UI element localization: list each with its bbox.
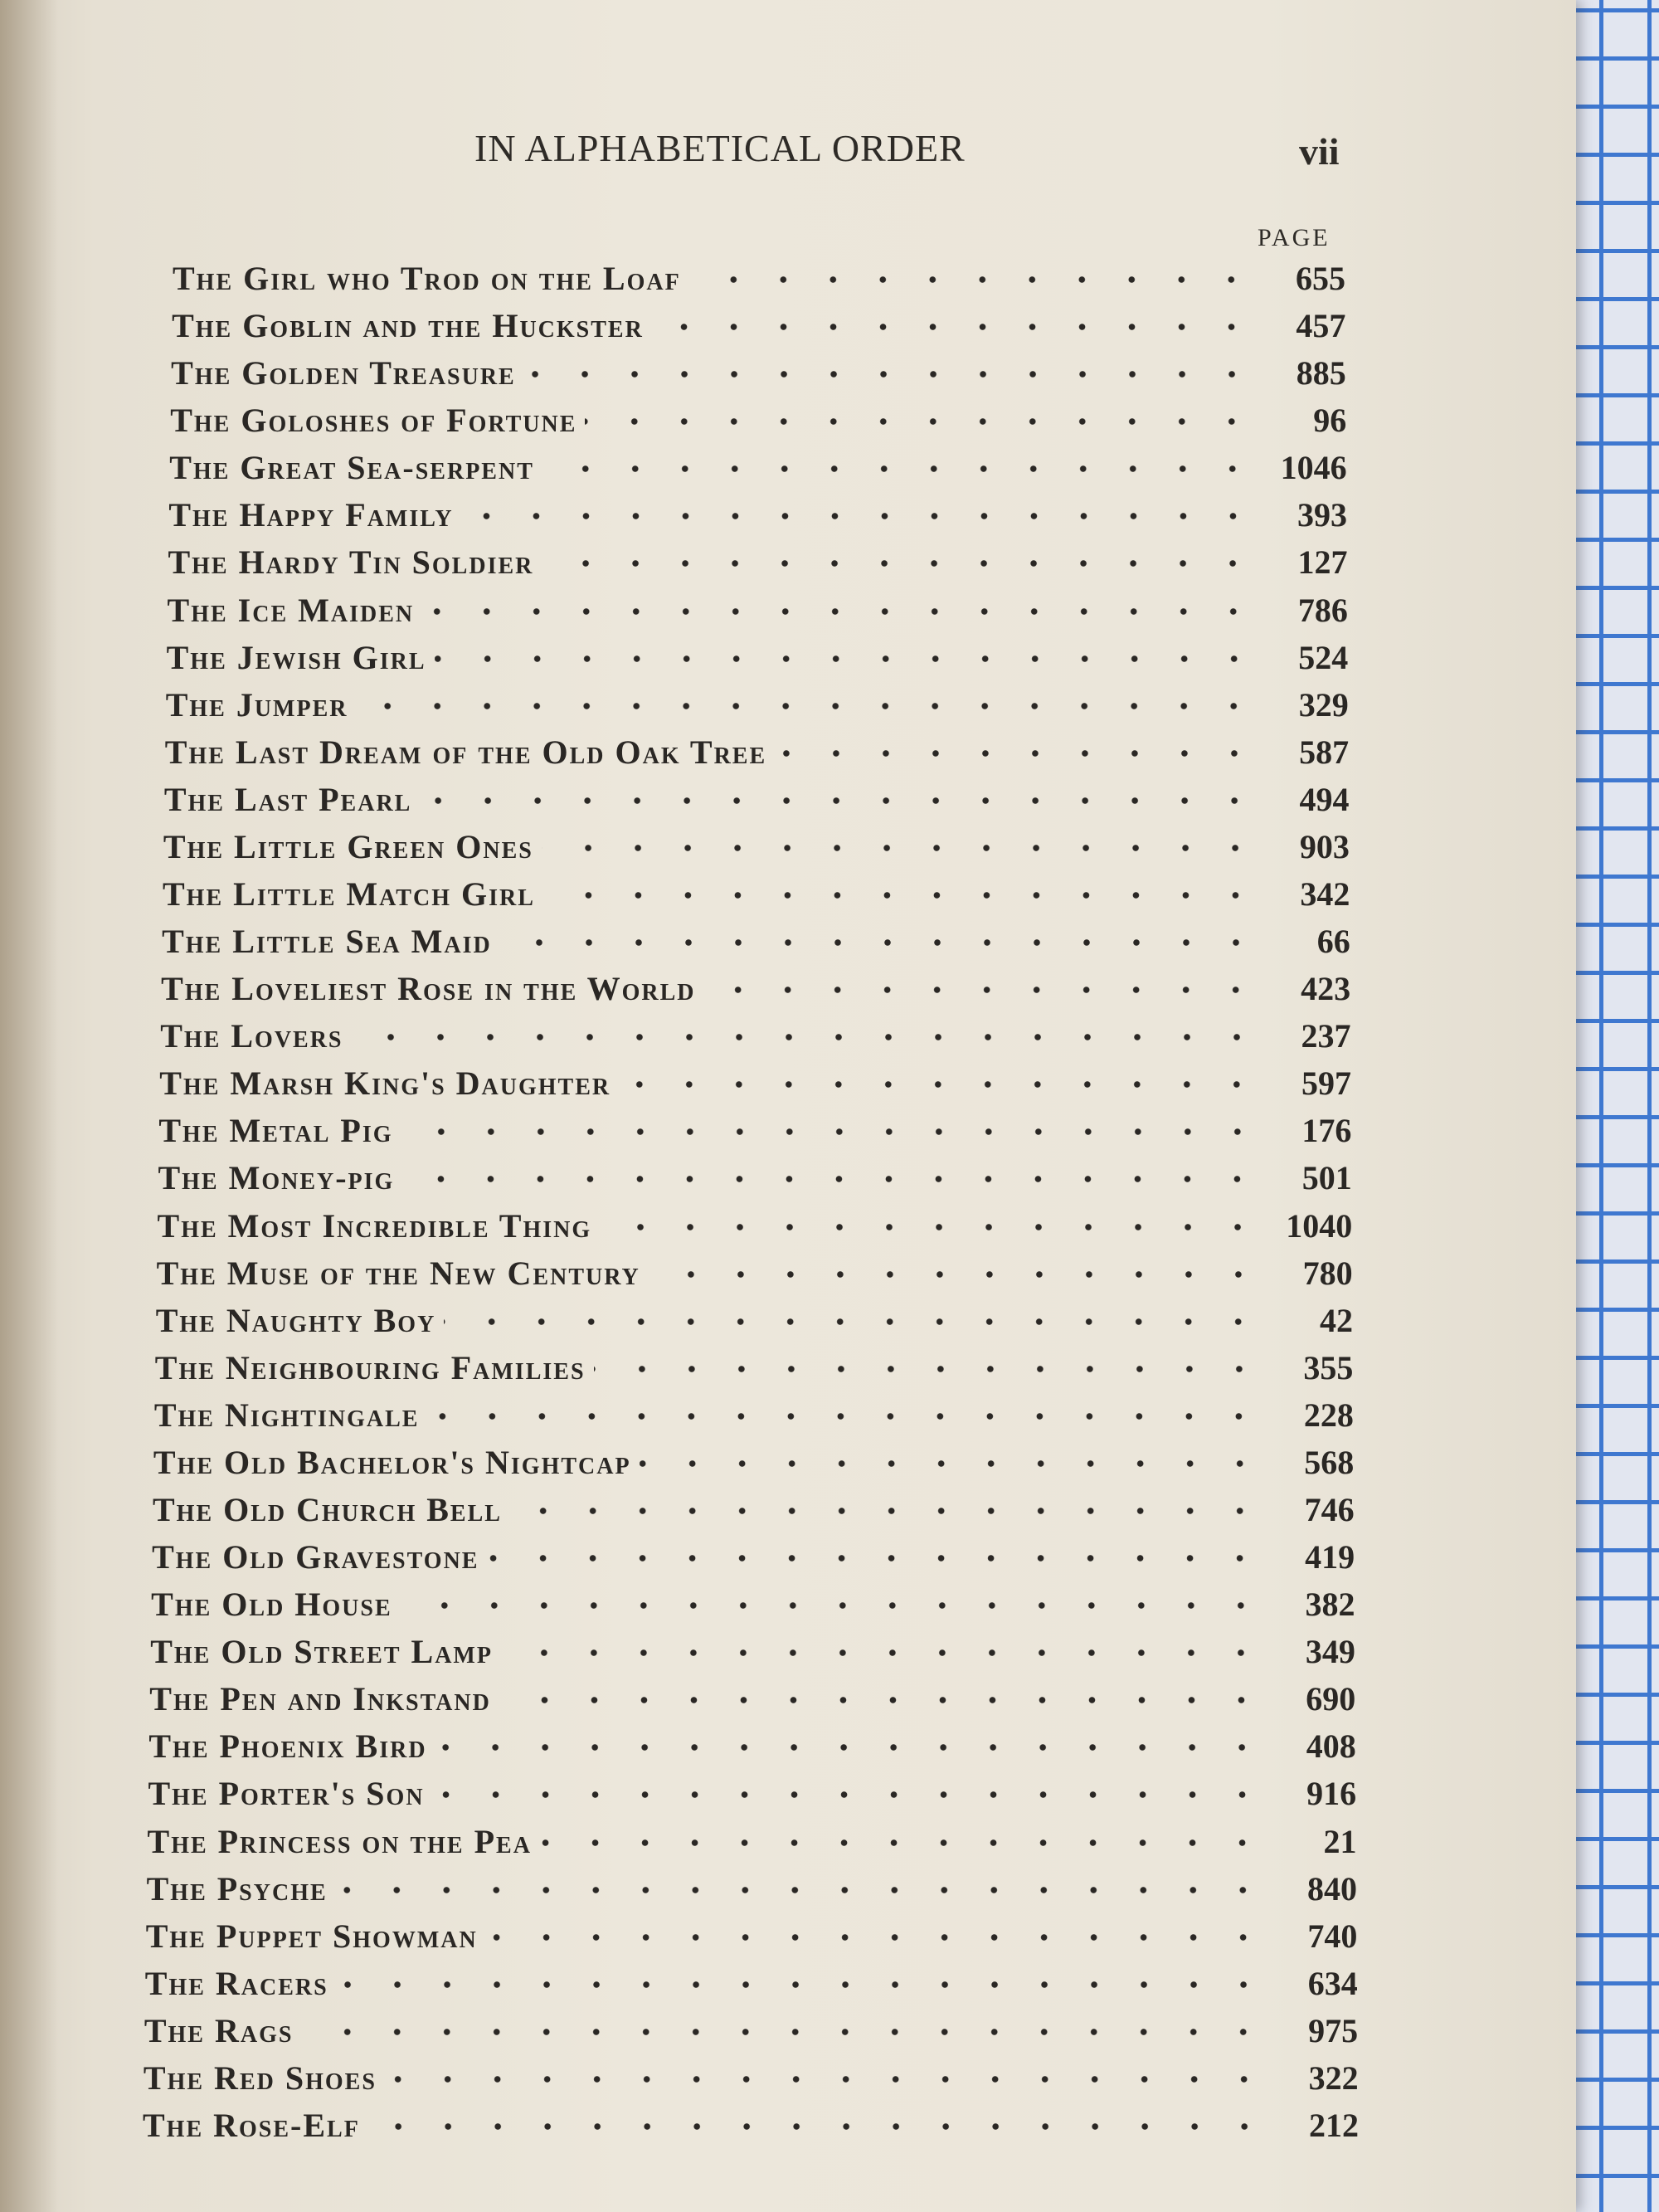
toc-entry-page: 42	[1320, 1301, 1354, 1339]
dot-leader	[499, 1694, 1266, 1706]
toc-entry-page: 212	[1309, 2107, 1359, 2144]
dot-leader	[336, 1884, 1267, 1896]
toc-entry-title: The Goloshes of Fortune	[170, 402, 577, 440]
toc-entry-title: The Marsh King's Daughter	[159, 1065, 611, 1103]
dot-leader	[422, 606, 1258, 617]
toc-entry-page: 494	[1299, 780, 1350, 818]
toc-entry-title: The Great Sea-serpent	[169, 449, 534, 487]
dot-leader	[356, 700, 1258, 712]
toc-entry-page: 21	[1323, 1822, 1357, 1860]
toc-entry-title: The Little Green Ones	[163, 827, 533, 865]
toc-entry-title: The Porter's Son	[148, 1775, 425, 1813]
toc-entry	[165, 733, 1349, 774]
toc-entry-title: The Goblin and the Huckster	[172, 307, 644, 345]
toc-entry-page: 457	[1296, 307, 1346, 345]
toc-entry-title: The Naughty Boy	[155, 1301, 436, 1339]
dot-leader	[401, 1600, 1266, 1611]
toc-entry-title: The Jewish Girl	[166, 638, 426, 676]
dot-leader	[619, 1079, 1262, 1090]
toc-entry-page: 587	[1299, 733, 1350, 771]
toc-entry	[171, 353, 1346, 395]
toc-entry-title: The Nightingale	[153, 1396, 420, 1434]
toc-entry	[146, 1917, 1358, 1958]
toc-entry-title: The Puppet Showman	[145, 1917, 478, 1955]
page-folio: vii	[1299, 130, 1340, 173]
toc-entry	[153, 1490, 1355, 1532]
toc-entry-title: The Old Bachelor's Nightcap	[153, 1443, 631, 1481]
toc-entry-page: 237	[1301, 1017, 1351, 1055]
toc-entry	[155, 1348, 1354, 1390]
toc-entry-title: The Lovers	[160, 1017, 343, 1055]
dot-leader	[501, 1647, 1266, 1659]
toc-entry-page: 1040	[1286, 1206, 1353, 1245]
dot-leader	[486, 1932, 1268, 1943]
toc-entry-page: 329	[1298, 685, 1349, 724]
toc-entry-title: The Old Church Bell	[153, 1491, 502, 1528]
dot-leader	[510, 1505, 1265, 1517]
toc-entry-page: 634	[1307, 1964, 1358, 2002]
dot-leader	[301, 2026, 1268, 2038]
toc-entry-title: The Girl who Trod on the Loaf	[173, 260, 681, 297]
toc-entry-title: The Phoenix Bird	[148, 1727, 427, 1766]
toc-entry	[172, 306, 1345, 348]
toc-entry-page: 342	[1300, 875, 1350, 913]
dot-leader	[487, 1552, 1265, 1564]
dot-leader	[420, 795, 1259, 806]
dot-leader	[435, 653, 1259, 665]
toc-entry	[151, 1585, 1355, 1626]
toc-entry	[153, 1443, 1354, 1484]
toc-entry-title: The Little Match Girl	[163, 875, 535, 913]
toc-entry	[158, 1158, 1351, 1200]
toc-entry-title: The Rags	[144, 2011, 294, 2049]
dot-leader	[435, 1742, 1267, 1753]
toc-entry-page: 382	[1305, 1586, 1355, 1624]
toc-entry	[156, 1301, 1353, 1342]
toc-entry	[170, 401, 1346, 442]
dot-leader	[540, 1837, 1267, 1849]
running-head: IN ALPHABETICAL ORDER	[474, 127, 966, 169]
toc-entry	[148, 1822, 1357, 1864]
toc-entry-page: 780	[1302, 1254, 1353, 1292]
toc-entry	[163, 875, 1350, 916]
toc-entry-page: 66	[1316, 923, 1350, 961]
toc-entry	[144, 2059, 1359, 2100]
toc-entry-page: 568	[1304, 1443, 1355, 1481]
toc-entry-page: 740	[1307, 1917, 1358, 1955]
toc-entry	[144, 2011, 1358, 2053]
dot-leader	[640, 1458, 1265, 1469]
toc-entry-title: The Neighbouring Families	[154, 1348, 586, 1386]
toc-entry	[158, 1111, 1351, 1152]
toc-entry	[148, 1774, 1356, 1815]
dot-leader	[542, 842, 1260, 854]
toc-entry-page: 96	[1313, 402, 1347, 440]
toc-entry	[162, 922, 1350, 963]
toc-entry	[164, 780, 1350, 821]
toc-entry-page: 176	[1301, 1112, 1352, 1150]
toc-entry-page: 423	[1301, 970, 1351, 1008]
toc-entry-page: 655	[1296, 260, 1345, 297]
toc-entry	[161, 969, 1350, 1011]
toc-entry	[150, 1632, 1355, 1674]
toc-entry	[154, 1396, 1354, 1437]
toc-entry-title: The Loveliest Rose in the World	[161, 970, 696, 1008]
toc-entry-title: The Last Dream of the Old Oak Tree	[164, 733, 767, 771]
toc-entry-title: The Jumper	[165, 685, 348, 724]
dot-leader	[703, 984, 1261, 996]
toc-entry-title: The Money-pig	[158, 1159, 395, 1197]
dot-leader	[352, 1031, 1262, 1043]
toc-entry-page: 903	[1299, 827, 1350, 865]
toc-entry-title: The Old Street Lamp	[150, 1633, 493, 1671]
dot-leader	[652, 321, 1257, 333]
toc-entry-page: 1046	[1280, 449, 1347, 487]
toc-entry-title: The Last Pearl	[163, 780, 412, 818]
toc-entry	[149, 1679, 1355, 1721]
toc-entry	[168, 495, 1347, 537]
toc-entry-page: 127	[1297, 543, 1348, 582]
dot-leader	[775, 748, 1259, 759]
toc-entry	[163, 827, 1350, 869]
toc-entry-title: The Most Incredible Thing	[157, 1206, 592, 1245]
dot-leader	[600, 1221, 1262, 1233]
toc-entry-title: The Old Gravestone	[152, 1538, 479, 1576]
dot-leader	[543, 889, 1260, 901]
toc-entry	[157, 1254, 1353, 1295]
toc-entry	[166, 685, 1349, 727]
toc-entry-page: 746	[1304, 1491, 1355, 1528]
toc-entry	[145, 1964, 1358, 2005]
toc-entry-title: The Old House	[151, 1586, 392, 1624]
toc-entry	[148, 1727, 1355, 1768]
dot-leader	[500, 937, 1261, 948]
dot-leader	[542, 463, 1258, 475]
dot-leader	[594, 1363, 1264, 1375]
toc-entry-page: 419	[1305, 1538, 1355, 1576]
dot-leader	[542, 558, 1258, 569]
dot-leader	[444, 1316, 1263, 1328]
toc-entry-page: 349	[1305, 1633, 1355, 1671]
toc-entry-page: 597	[1301, 1065, 1351, 1103]
toc-entry	[160, 1016, 1350, 1058]
toc-entry-title: The Psyche	[146, 1869, 328, 1907]
toc-entry	[159, 1064, 1351, 1105]
toc-entry-page: 786	[1297, 591, 1348, 629]
toc-entry-title: The Happy Family	[168, 496, 454, 534]
toc-entry	[152, 1537, 1355, 1579]
toc-entry	[173, 259, 1345, 300]
toc-entry-page: 393	[1297, 496, 1348, 534]
toc-entry-title: The Hardy Tin Soldier	[168, 543, 534, 582]
toc-entry	[168, 591, 1348, 632]
dot-leader	[337, 1979, 1268, 1990]
dot-leader	[427, 1411, 1263, 1422]
toc-entry-title: The Princess on the Pea	[147, 1822, 532, 1860]
dot-leader	[402, 1173, 1262, 1185]
toc-entry-title: The Muse of the New Century	[156, 1254, 640, 1292]
dot-leader	[462, 510, 1258, 522]
toc-entry-title: The Golden Treasure	[171, 354, 516, 392]
dot-leader	[649, 1269, 1263, 1280]
toc-entry-title: The Metal Pig	[158, 1112, 393, 1150]
toc-entry	[169, 448, 1346, 490]
dot-leader	[689, 274, 1256, 285]
toc-entry	[168, 543, 1347, 584]
page-column-label: PAGE	[1258, 224, 1331, 251]
toc-entry-page: 916	[1306, 1775, 1357, 1813]
toc-entry	[158, 1206, 1353, 1248]
toc-entry-page: 840	[1306, 1869, 1357, 1907]
dot-leader	[401, 1126, 1262, 1138]
toc-entry-page: 975	[1308, 2011, 1359, 2049]
toc-entry-title: The Rose-Elf	[143, 2107, 360, 2144]
dot-leader	[433, 1789, 1267, 1800]
toc-entry-title: The Red Shoes	[143, 2059, 377, 2097]
toc-entry-page: 355	[1303, 1348, 1354, 1386]
toc-entry-page: 228	[1303, 1396, 1354, 1434]
toc-entry-page: 408	[1306, 1727, 1356, 1766]
toc-entry	[147, 1869, 1357, 1911]
dot-leader	[368, 2121, 1269, 2132]
toc-entry-page: 885	[1296, 354, 1346, 392]
dot-leader	[385, 2073, 1269, 2085]
toc-entry-page: 501	[1301, 1159, 1352, 1197]
toc-entry-title: The Little Sea Maid	[162, 923, 492, 961]
toc-entry	[167, 638, 1349, 680]
toc-entry	[143, 2106, 1359, 2147]
toc-entry-title: The Ice Maiden	[167, 591, 415, 629]
toc-entry-title: The Pen and Inkstand	[149, 1680, 491, 1718]
toc-entry-page: 322	[1308, 2059, 1359, 2097]
toc-entry-title: The Racers	[144, 1964, 328, 2002]
toc-entry-page: 690	[1306, 1680, 1356, 1718]
toc-entry-page: 524	[1298, 638, 1349, 676]
dot-leader	[585, 416, 1257, 427]
dot-leader	[524, 368, 1257, 380]
